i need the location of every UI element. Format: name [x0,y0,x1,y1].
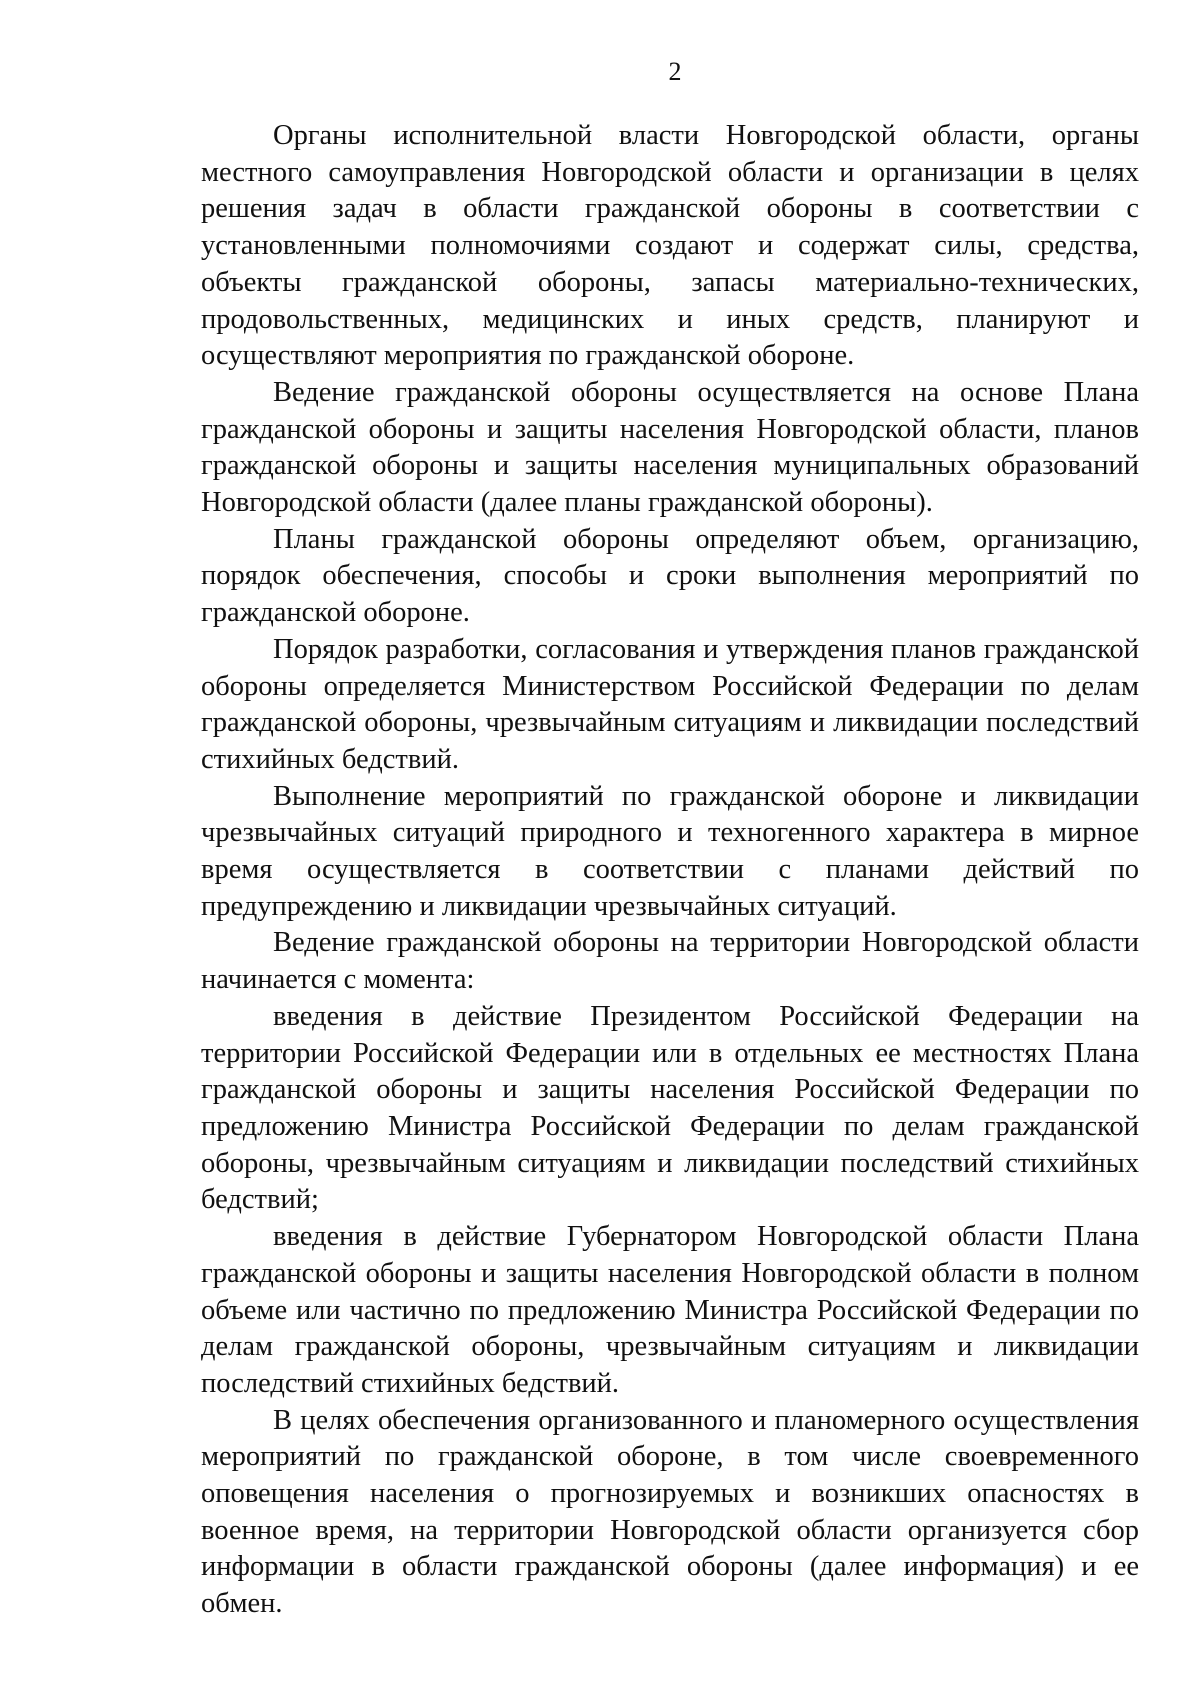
paragraph-plans-approval-order: Порядок разработки, согласования и утверждения планов гражданской обороны определяется Министерством Российской Федерации по делам гражданской обороны, чрезвычайным ситуациям и ликвидации последствий стихийных бедствий. [201,633,1139,775]
paragraph-start-of-civil-defense: Ведение гражданской обороны на территории Новгородской области начинается с момента: [201,927,1139,996]
paragraph-president-enactment: введения в действие Президентом Российской Федерации на территории Российской Федерации или в отдельных ее местностях Плана гражданской обороны и защиты населения Российской Федерации по предложению Министра Российской Федерации по делам гражданской обороны, чрезвычайным ситуациям и ликвидации последствий стихийных бедствий; [201,1000,1139,1216]
paragraph-information-exchange: В целях обеспечения организованного и планомерного осуществления мероприятий по гражданской обороне, в том числе своевременного оповещения населения о прогнозируемых и возникших опасностях в военное время, на территории Новгородской области организуется сбор информации в области гражданской обороны (далее информация) и ее обмен. [201,1404,1139,1620]
document-body [201,118,1139,1623]
paragraph-forces-and-means: Органы исполнительной власти Новгородской области, органы местного самоуправления Новгородской области и организации в целях решения задач в области гражданской обороны в соответствии с установленными полномочиями создают и содержат силы, средства, объекты гражданской обороны, запасы материально-технических, продовольственных, медицинских и иных средств, планируют и осуществляют мероприятия по гражданской обороне. [201,120,1139,372]
page-number: 2 [668,57,682,86]
paragraph-civil-defense-plans-basis: Ведение гражданской обороны осуществляется на основе Плана гражданской обороны и защиты населения Новгородской области, планов гражданской обороны и защиты населения муниципальных образований Новгородской области (далее планы гражданской обороны). [201,376,1139,519]
paragraph-governor-enactment: введения в действие Губернатором Новгородской области Плана гражданской обороны и защиты населения Новгородской области в полном объеме или частично по предложению Министра Российской Федерации по делам гражданской обороны, чрезвычайным ситуациям и ликвидации последствий стихийных бедствий. [201,1221,1139,1399]
paragraph-peacetime-measures: Выполнение мероприятий по гражданской обороне и ликвидации чрезвычайных ситуаций природного и техногенного характера в мирное время осуществляется в соответствии с планами действий по предупреждению и ликвидации чрезвычайных ситуаций. [201,780,1139,922]
paragraph-plans-scope: Планы гражданской обороны определяют объем, организацию, порядок обеспечения, способы и сроки выполнения мероприятий по гражданской обороне. [201,523,1139,629]
